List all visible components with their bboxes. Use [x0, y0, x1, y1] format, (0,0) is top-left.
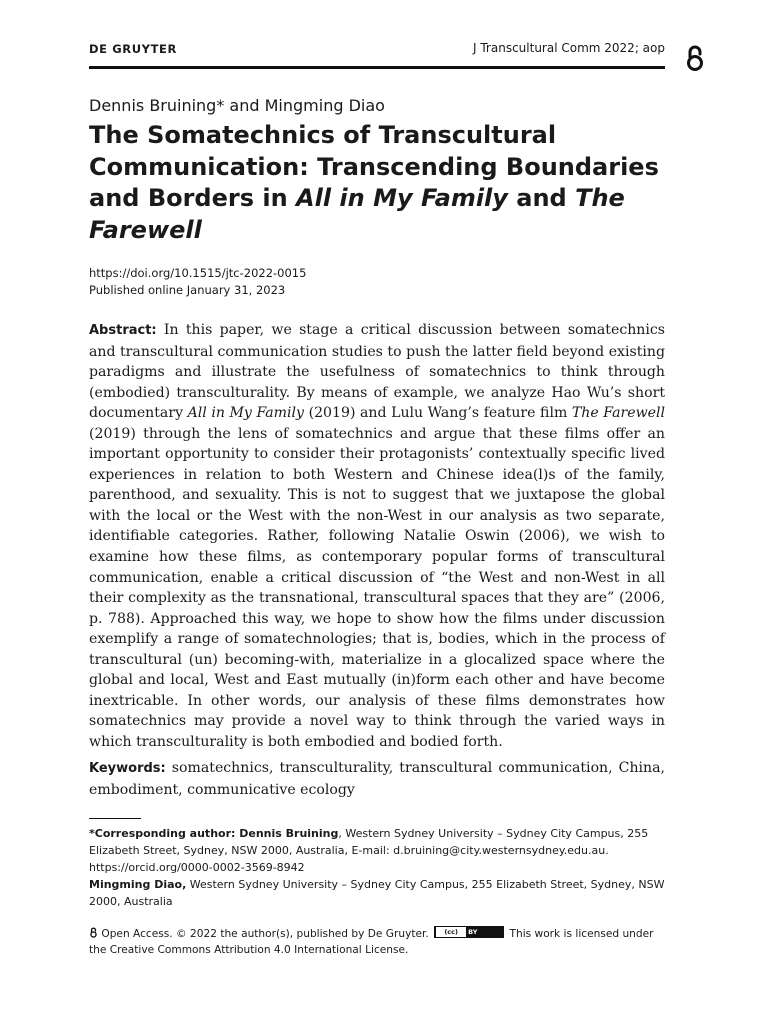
article-title [89, 120, 679, 246]
license-text-post: This work is licensed under the Creative Commons Attribution 4.0 International License. [89, 928, 654, 956]
license-text-pre: Open Access. © 2022 the author(s), published by De Gruyter. [98, 928, 429, 940]
cc-by-badge[interactable] [434, 926, 504, 938]
footnote-divider [89, 818, 141, 819]
title-and: and [507, 184, 576, 212]
abstract-label: Abstract: [89, 323, 157, 338]
page-header [89, 38, 665, 69]
corresponding-author-note [89, 825, 669, 876]
second-author-note [89, 876, 669, 910]
second-author-text: Western Sydney University – Sydney City Campus, 255 Elizabeth Street, Sydney, NSW 2000, Australia [89, 878, 665, 908]
open-access-icon [684, 44, 706, 72]
footnotes [89, 825, 669, 910]
corresponding-author-text: , Western Sydney University – Sydney City Campus, 255 Elizabeth Street, Sydney, NSW 2000, Australia, E-mail: d.bruining@city.westernsydney.edu.au. https://orcid.org/0000-0002-3569-8942 [89, 827, 649, 874]
second-author-label: Mingming Diao, [89, 878, 187, 891]
author-line: Dennis Bruining* and Mingming Diao [89, 96, 385, 115]
keywords [89, 758, 665, 800]
license-statement [89, 926, 669, 958]
cc-badge-left: (cc) [436, 927, 466, 937]
abstract-text-3: (2019) through the lens of somatechnics and argue that these films offer an important opportunity to consider their protagonists’ contextually specific lived experiences in relation to both Western and Chinese idea(l)s of the family, parenthood, and sexuality. This is not to suggest that we juxtapose the global with the local or the West with the non-West in our analysis as two separate, identifiable categories. Rather, following Natalie Oswin (2006), we wish to examine how these films, as contemporary popular forms of transcultural communication, enable a critical discussion of “the West and non-West in all their complexity as the transnational, transcultural spaces that they are” (2006, p. 788). Approached this way, we hope to show how the films under discussion exemplify a range of somatechnologies; that is, bodies, which in the process of transcultural (un) becoming-with, materialize in a glocalized space where the global and local, West and East mutually (in)form each other and have become inextricable. In other words, our analysis of these films demonstrates how somatechnics may provide a novel way to think through the varied ways in which transculturality is both embodied and bodied forth. [89, 425, 665, 750]
journal-citation: J Transcultural Comm 2022; aop [473, 41, 665, 55]
open-access-small-icon [89, 927, 98, 938]
title-film-1: All in My Family [296, 184, 508, 212]
keywords-text: somatechnics, transculturality, transcultural communication, China, embodiment, communicative ecology [89, 760, 665, 798]
doi-link[interactable]: https://doi.org/10.1515/jtc-2022-0015 [89, 266, 307, 280]
title-film-2: The Farewell [89, 184, 625, 244]
keywords-label: Keywords: [89, 761, 166, 776]
article-meta [89, 265, 306, 299]
publication-date: Published online January 31, 2023 [89, 283, 286, 297]
cc-badge-right: BY [468, 928, 478, 936]
abstract-film-2: The Farewell [571, 405, 665, 422]
abstract-film-1: All in My Family [187, 405, 305, 422]
title-text: The Somatechnics of Transcultural Communication: Transcending Boundaries and Borders in [89, 121, 659, 212]
abstract-text-1: In this paper, we stage a critical discussion between somatechnics and transcultural communication studies to push the latter field beyond existing paradigms and illustrate the usefulness of somatechnics to think through (embodied) transculturality. By means of example, we analyze Hao Wu’s short documentary [89, 322, 665, 422]
abstract-text-2: (2019) and Lulu Wang’s feature film [304, 405, 572, 422]
publisher-name: DE GRUYTER [89, 42, 177, 56]
abstract [89, 320, 665, 752]
corresponding-author-label: *Corresponding author: Dennis Bruining [89, 827, 339, 840]
